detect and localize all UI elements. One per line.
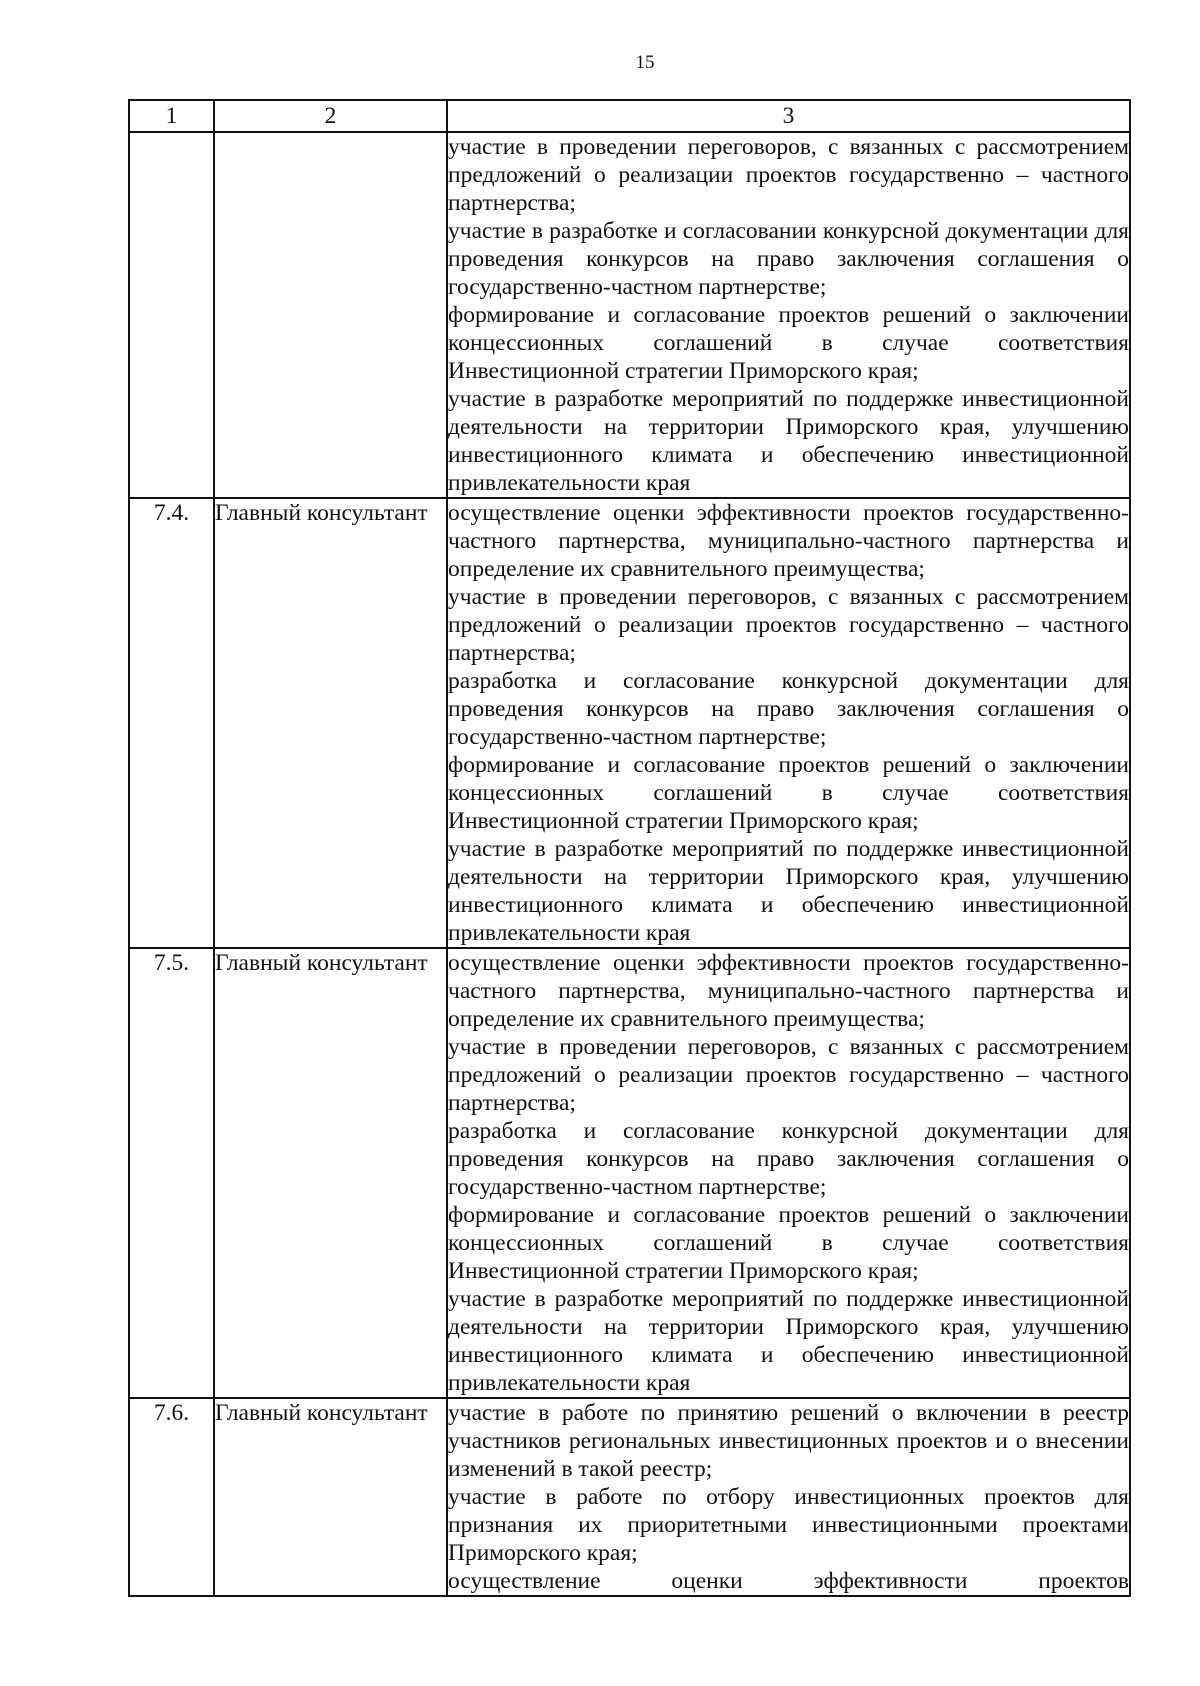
duty-item: осуществление оценки эффективности проектов государственно-частного партнерства, муниципально-частного партнерства и определение их сравнительного преимущества; — [448, 500, 1129, 582]
row-number: 7.5. — [129, 948, 214, 1398]
position-title: Главный консультант — [214, 1398, 447, 1596]
duty-item: участие в разработке мероприятий по поддержке инвестиционной деятельности на территории Приморского края, улучшению инвестиционного климата и обеспечению инвестиционной привлекательности края — [448, 836, 1129, 946]
table-header-row — [129, 100, 1130, 132]
duty-item: участие в проведении переговоров, с вязанных с рассмотрением предложений о реализации проектов государственно – частного партнерства; — [448, 1034, 1129, 1116]
duty-item: разработка и согласование конкурсной документации для проведения конкурсов на право заключения соглашения о государственно-частном партнерстве; — [448, 1118, 1129, 1200]
positions-table — [128, 99, 1131, 1597]
duty-item: участие в разработке и согласовании конкурсной документации для проведения конкурсов на право заключения соглашения о государственно-частном партнерстве; — [448, 218, 1129, 300]
position-title: Главный консультант — [214, 948, 447, 1398]
duty-item: формирование и согласование проектов решений о заключении концессионных соглашений в случае соответствия Инвестиционной стратегии Приморского края; — [448, 752, 1129, 834]
position-title — [214, 132, 447, 498]
duty-item: разработка и согласование конкурсной документации для проведения конкурсов на право заключения соглашения о государственно-частном партнерстве; — [448, 668, 1129, 750]
duties-cell — [447, 948, 1130, 1398]
duty-item: участие в работе по отбору инвестиционных проектов для признания их приоритетными инвестиционными проектами Приморского края; — [448, 1484, 1129, 1566]
duties-cell — [447, 498, 1130, 948]
row-number — [129, 132, 214, 498]
truncated-line — [448, 1567, 1129, 1595]
duty-item: участие в проведении переговоров, с вязанных с рассмотрением предложений о реализации проектов государственно – частного партнерства; — [448, 134, 1129, 216]
duty-item: участие в разработке мероприятий по поддержке инвестиционной деятельности на территории Приморского края, улучшению инвестиционного климата и обеспечению инвестиционной привлекательности края — [448, 1286, 1129, 1396]
duty-item: осуществление оценки эффективности проектов — [448, 1568, 1129, 1594]
duty-item: участие в проведении переговоров, с вязанных с рассмотрением предложений о реализации проектов государственно – частного партнерства; — [448, 584, 1129, 666]
position-title: Главный консультант — [214, 498, 447, 948]
duties-cell — [447, 1398, 1130, 1596]
duty-item: участие в разработке мероприятий по поддержке инвестиционной деятельности на территории Приморского края, улучшению инвестиционного климата и обеспечению инвестиционной привлекательности края — [448, 386, 1129, 496]
duty-item: формирование и согласование проектов решений о заключении концессионных соглашений в случае соответствия Инвестиционной стратегии Приморского края; — [448, 1202, 1129, 1284]
duties-cell — [447, 132, 1130, 498]
row-number: 7.6. — [129, 1398, 214, 1596]
column-header-2: 2 — [214, 100, 447, 132]
column-header-3: 3 — [447, 100, 1130, 132]
column-header-1: 1 — [129, 100, 214, 132]
duty-item: участие в работе по принятию решений о включении в реестр участников региональных инвестиционных проектов и о внесении изменений в такой реестр; — [448, 1400, 1129, 1482]
table-row — [129, 132, 1130, 498]
row-number: 7.4. — [129, 498, 214, 948]
duty-item: осуществление оценки эффективности проектов государственно-частного партнерства, муниципально-частного партнерства и определение их сравнительного преимущества; — [448, 950, 1129, 1032]
table-row — [129, 498, 1130, 948]
page-number: 15 — [635, 52, 655, 73]
table-row — [129, 1398, 1130, 1596]
duty-item: формирование и согласование проектов решений о заключении концессионных соглашений в случае соответствия Инвестиционной стратегии Приморского края; — [448, 302, 1129, 384]
table-row — [129, 948, 1130, 1398]
